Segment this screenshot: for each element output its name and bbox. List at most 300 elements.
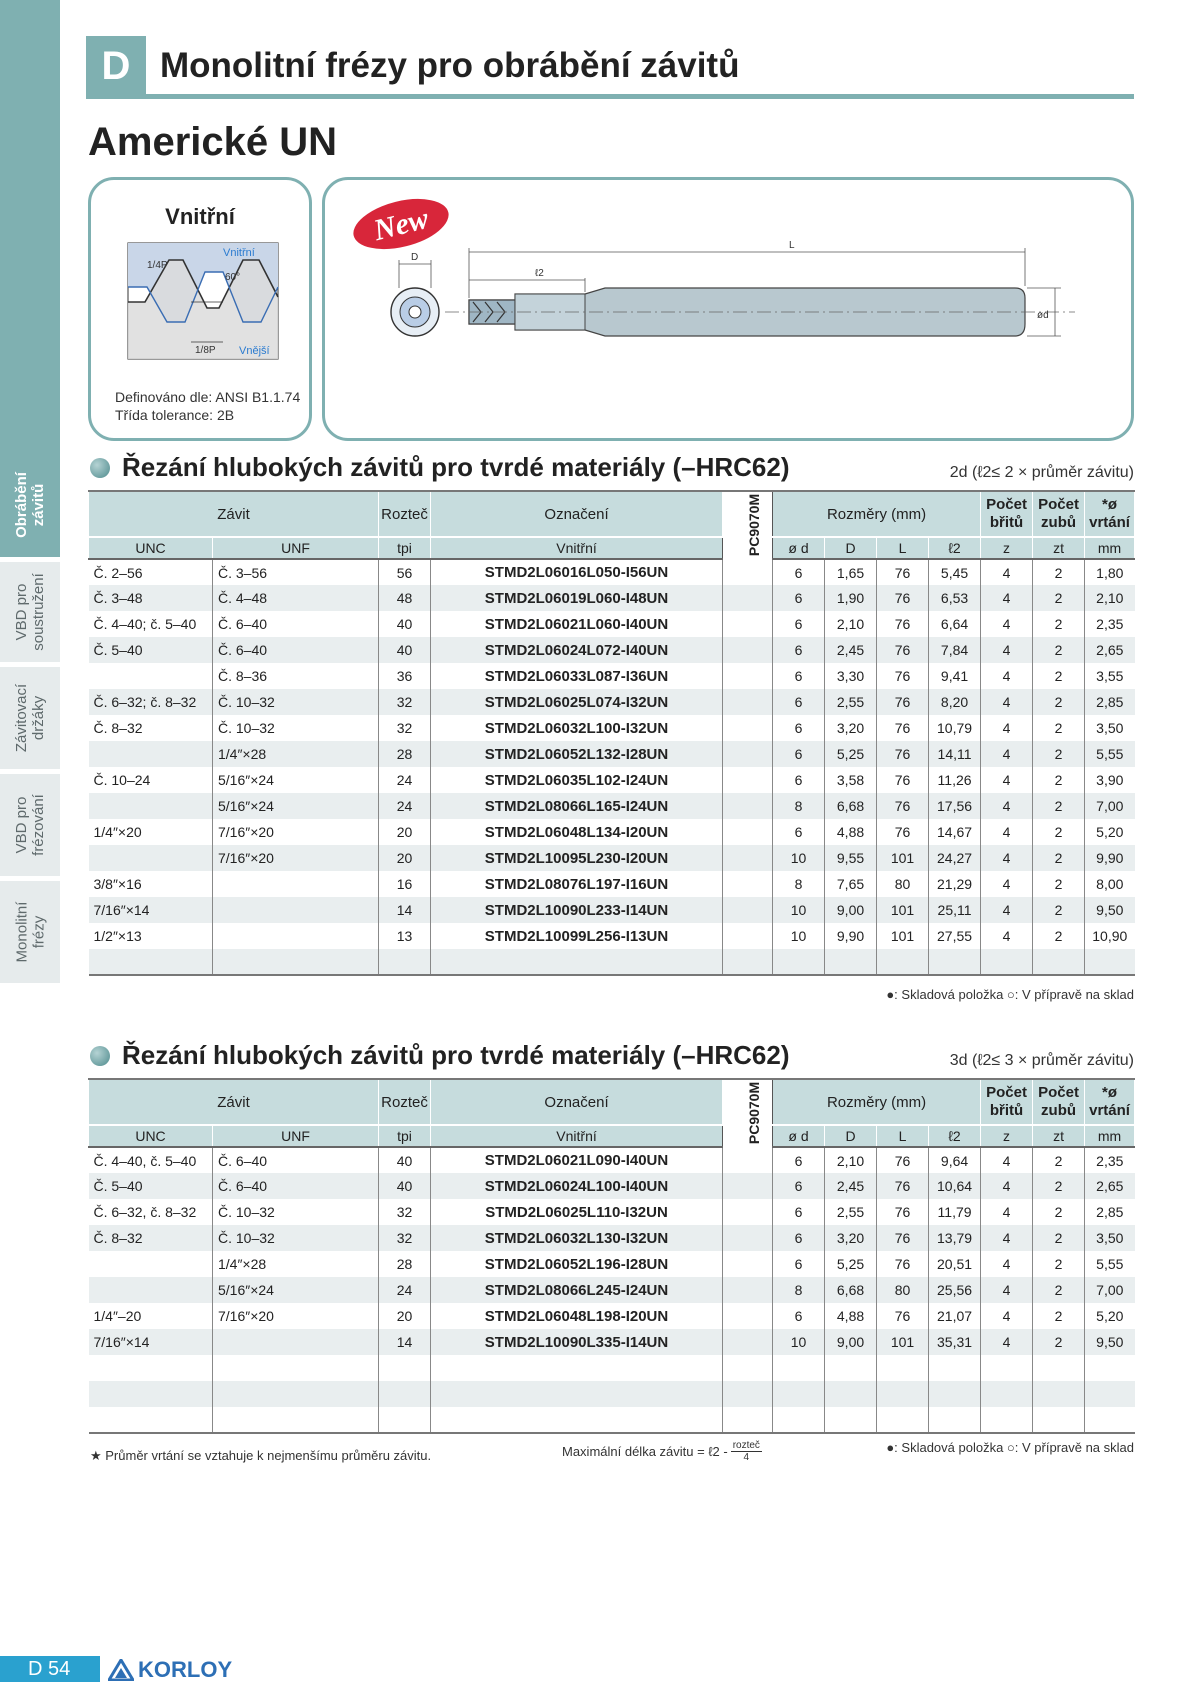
table-cell: 2 <box>1033 845 1085 871</box>
table-cell: 4 <box>981 689 1033 715</box>
table-cell: 76 <box>877 1303 929 1329</box>
bullet-icon <box>90 458 110 478</box>
table-cell: 9,64 <box>929 1147 981 1173</box>
max-thread-length-formula: Maximální délka závitu = ℓ2 - $\frac{\text{rozteč}}{4}$ <box>562 1440 760 1463</box>
table-cell: 6 <box>773 689 825 715</box>
table-cell <box>981 1407 1033 1433</box>
table-cell: 101 <box>877 1329 929 1355</box>
thread-profile-panel <box>88 177 312 441</box>
table-cell <box>723 897 773 923</box>
table-cell: 76 <box>877 611 929 637</box>
table-cell: 1/4″×28 <box>213 1251 379 1277</box>
table-cell: 2,35 <box>1085 611 1135 637</box>
product-code-cell <box>431 1355 723 1381</box>
table-cell: 8 <box>773 793 825 819</box>
svg-text:ød: ød <box>1037 310 1049 321</box>
col-oznaceni: Označení <box>431 491 723 537</box>
table-cell: 4 <box>981 1173 1033 1199</box>
col-unf: UNF <box>213 1125 379 1147</box>
table-cell: 4 <box>981 663 1033 689</box>
table-cell: 2,85 <box>1085 1199 1135 1225</box>
table-cell: Č. 10–32 <box>213 1199 379 1225</box>
table-cell: 17,56 <box>929 793 981 819</box>
table-cell: 2 <box>1033 819 1085 845</box>
table-cell: Č. 6–40 <box>213 1147 379 1173</box>
table-cell: 13 <box>379 923 431 949</box>
table-cell: 6 <box>773 767 825 793</box>
bullet-icon <box>90 1046 110 1066</box>
product-code-cell: STMD2L06021L090-I40UN <box>431 1147 723 1173</box>
col-rozmery: Rozměry (mm) <box>773 1079 981 1125</box>
table-cell: Č. 6–40 <box>213 1173 379 1199</box>
table-cell <box>89 1277 213 1303</box>
table-cell <box>723 1381 773 1407</box>
table-cell: 3,20 <box>825 1225 877 1251</box>
table-cell <box>825 1381 877 1407</box>
section1-legend: ●: Skladová položka ○: V přípravě na sklad <box>886 987 1134 1002</box>
table-row <box>89 923 1135 949</box>
product-code-cell: STMD2L08066L165-I24UN <box>431 793 723 819</box>
table-cell <box>1085 949 1135 975</box>
col-l2: ℓ2 <box>929 537 981 559</box>
product-code-cell: STMD2L06025L074-I32UN <box>431 689 723 715</box>
table-cell: Č. 6–40 <box>213 637 379 663</box>
table-cell: 9,55 <box>825 845 877 871</box>
table-cell <box>1033 949 1085 975</box>
table-cell <box>723 1251 773 1277</box>
table-row <box>89 767 1135 793</box>
table-cell: 5/16″×24 <box>213 1277 379 1303</box>
col-zavit: Závit <box>89 1079 379 1125</box>
table-cell: 20 <box>379 845 431 871</box>
table-cell: 10,79 <box>929 715 981 741</box>
table-cell: Č. 10–24 <box>93 772 151 788</box>
table-cell: 9,90 <box>1085 845 1135 871</box>
table-cell: 48 <box>379 585 431 611</box>
product-code-cell <box>431 1381 723 1407</box>
sidebar-tab-vbd-soustruzeni[interactable]: VBD pro soustružení <box>0 562 60 662</box>
table-cell: 2 <box>1033 1251 1085 1277</box>
table-cell <box>89 1251 213 1277</box>
table-cell: Č. 10–32 <box>213 1225 379 1251</box>
table-cell: 3,20 <box>825 715 877 741</box>
table-cell: 27,55 <box>929 923 981 949</box>
table-cell: 4 <box>981 1225 1033 1251</box>
table-row <box>89 1355 1135 1381</box>
table-cell: Č. 10–32 <box>213 715 379 741</box>
table-cell: 6 <box>773 1147 825 1173</box>
table-cell: 76 <box>877 1173 929 1199</box>
table-cell <box>981 1355 1033 1381</box>
table-cell: 76 <box>877 793 929 819</box>
col-rozmery: Rozměry (mm) <box>773 491 981 537</box>
table-cell: 80 <box>877 1277 929 1303</box>
table-cell: 6 <box>773 1225 825 1251</box>
table-cell: 5,55 <box>1085 1251 1135 1277</box>
table-cell <box>723 1147 773 1173</box>
table-cell: 2 <box>1033 1329 1085 1355</box>
table-cell <box>1033 1407 1085 1433</box>
table-cell: 101 <box>877 897 929 923</box>
table-cell: 24 <box>379 1277 431 1303</box>
col-z: z <box>981 537 1033 559</box>
table-cell <box>379 949 431 975</box>
product-code-cell: STMD2L06021L060-I40UN <box>431 611 723 637</box>
table-cell: 7,84 <box>929 637 981 663</box>
product-code-cell: STMD2L06024L100-I40UN <box>431 1173 723 1199</box>
table-cell: 2,45 <box>825 637 877 663</box>
table-cell <box>213 949 379 975</box>
table-cell: 3,90 <box>1085 767 1135 793</box>
product-code-cell: STMD2L06052L132-I28UN <box>431 741 723 767</box>
table-cell: 6 <box>773 637 825 663</box>
table-cell: 2,65 <box>1085 637 1135 663</box>
table-cell <box>723 637 773 663</box>
table-cell: 4 <box>981 559 1033 585</box>
table-cell: 6,68 <box>825 1277 877 1303</box>
product-code-cell: STMD2L06032L100-I32UN <box>431 715 723 741</box>
table-cell <box>723 1329 773 1355</box>
table-cell <box>773 1355 825 1381</box>
sidebar-tab-obrabeni-zavitu[interactable]: Obrábění závitů <box>0 452 60 557</box>
table-cell: 21,29 <box>929 871 981 897</box>
table-cell: 36 <box>379 663 431 689</box>
col-pocet-britu: Počet břitů <box>981 1079 1033 1125</box>
table-cell <box>723 845 773 871</box>
col-D: D <box>825 1125 877 1147</box>
table-row <box>89 1251 1135 1277</box>
table-cell: 2 <box>1033 689 1085 715</box>
table-cell: 5/16″×24 <box>213 793 379 819</box>
table-cell <box>1085 1355 1135 1381</box>
table-cell <box>723 1173 773 1199</box>
table-row <box>89 585 1135 611</box>
table-cell <box>929 949 981 975</box>
table-cell: 101 <box>877 923 929 949</box>
table-cell: 40 <box>379 637 431 663</box>
sidebar-top-bar <box>0 0 60 452</box>
table-cell <box>723 689 773 715</box>
table-cell: 6 <box>773 1199 825 1225</box>
table-cell: 6 <box>773 1303 825 1329</box>
table-cell: 25,11 <box>929 897 981 923</box>
table-cell: Č. 8–36 <box>213 663 379 689</box>
table-cell: 24 <box>379 793 431 819</box>
table-cell: 2 <box>1033 1147 1085 1173</box>
table-cell <box>981 1381 1033 1407</box>
col-tpi: tpi <box>379 537 431 559</box>
table-cell: 56 <box>379 559 431 585</box>
table-cell: Č. 8–32 <box>89 1225 213 1251</box>
footnote-drill-diameter: ★ Průměr vrtání se vztahuje k nejmenšímu průměru závitu. <box>90 1448 432 1463</box>
table-cell: 4 <box>981 1329 1033 1355</box>
col-unf: UNF <box>213 537 379 559</box>
formula-fraction: $\frac{\text{rozteč}}{4}$ <box>732 1440 760 1463</box>
table-cell <box>723 1225 773 1251</box>
table-row <box>89 1147 1135 1173</box>
table-cell: 9,50 <box>1085 1329 1135 1355</box>
col-od: ø d <box>773 537 825 559</box>
table-cell <box>89 741 213 767</box>
table-cell: Č. 4–48 <box>213 585 379 611</box>
table-cell: 10,64 <box>929 1173 981 1199</box>
table-cell: 2,55 <box>825 1199 877 1225</box>
table-cell <box>213 1381 379 1407</box>
table-cell <box>213 1355 379 1381</box>
table-cell <box>723 715 773 741</box>
svg-text:L: L <box>789 240 795 251</box>
table-cell <box>379 1381 431 1407</box>
table-cell <box>1033 1381 1085 1407</box>
table-cell: 2 <box>1033 1225 1085 1251</box>
table-cell: 8,20 <box>929 689 981 715</box>
table-cell <box>929 1355 981 1381</box>
table-cell: 14,11 <box>929 741 981 767</box>
spec-table-3d <box>88 1078 1135 1434</box>
table-cell: 6 <box>773 741 825 767</box>
table-cell: 6 <box>773 611 825 637</box>
table-cell <box>773 1407 825 1433</box>
table-cell: 35,31 <box>929 1329 981 1355</box>
product-code-cell: STMD2L06019L060-I48UN <box>431 585 723 611</box>
col-mm: mm <box>1085 1125 1135 1147</box>
table-cell: 24,27 <box>929 845 981 871</box>
col-vnitrni: Vnitřní <box>431 537 723 559</box>
table-cell <box>723 611 773 637</box>
table-cell <box>825 1355 877 1381</box>
table-cell: 76 <box>877 559 929 585</box>
col-l2: ℓ2 <box>929 1125 981 1147</box>
table-cell: 2 <box>1033 1199 1085 1225</box>
table-cell: 2 <box>1033 585 1085 611</box>
table-cell: 2 <box>1033 1173 1085 1199</box>
table-cell <box>877 1355 929 1381</box>
svg-text:New: New <box>370 201 432 248</box>
sidebar-tab-zavitovaci-drzaky[interactable]: Závitovací držáky <box>0 667 60 769</box>
tool-drawing-panel <box>322 177 1134 441</box>
table-cell: 1,90 <box>825 585 877 611</box>
table-cell: 2,45 <box>825 1173 877 1199</box>
product-code-cell: STMD2L06025L110-I32UN <box>431 1199 723 1225</box>
table-cell: 6 <box>773 559 825 585</box>
table-cell: 9,90 <box>825 923 877 949</box>
table-cell: 3,50 <box>1085 715 1135 741</box>
table-cell <box>723 1303 773 1329</box>
table-cell: 10 <box>773 845 825 871</box>
product-code-cell: STMD2L10095L230-I20UN <box>431 845 723 871</box>
table-cell: 4 <box>981 845 1033 871</box>
table-cell: 76 <box>877 1147 929 1173</box>
product-code-cell: STMD2L10090L233-I14UN <box>431 897 723 923</box>
table-row <box>89 949 1135 975</box>
product-code-cell: STMD2L06052L196-I28UN <box>431 1251 723 1277</box>
table-cell <box>723 819 773 845</box>
table-cell: 2,85 <box>1085 689 1135 715</box>
table-cell: 4 <box>981 923 1033 949</box>
table-cell: 1/4″–20 <box>93 1308 142 1324</box>
table-cell <box>723 559 773 585</box>
brand-logo: KORLOY <box>108 1657 232 1683</box>
table-cell: 2 <box>1033 923 1085 949</box>
table-row <box>89 871 1135 897</box>
product-code-cell: STMD2L08076L197-I16UN <box>431 871 723 897</box>
table-cell: 4 <box>981 715 1033 741</box>
table-cell: 6 <box>773 585 825 611</box>
table-cell: 4 <box>981 1251 1033 1277</box>
table-cell: 2 <box>1033 897 1085 923</box>
table-cell: 3,58 <box>825 767 877 793</box>
col-od: ø d <box>773 1125 825 1147</box>
table-cell: 4 <box>981 1277 1033 1303</box>
table-cell: 2 <box>1033 1277 1085 1303</box>
table-row <box>89 1225 1135 1251</box>
table-cell: 4 <box>981 1303 1033 1329</box>
table-cell: 4 <box>981 819 1033 845</box>
table-cell: 7/16″×20 <box>213 1303 379 1329</box>
table-cell: 6,53 <box>929 585 981 611</box>
table-cell: 6,68 <box>825 793 877 819</box>
table-cell <box>213 923 379 949</box>
table-cell <box>89 1355 213 1381</box>
table-cell: 40 <box>379 1147 431 1173</box>
table-cell: 2 <box>1033 637 1085 663</box>
table-cell: 20 <box>379 1303 431 1329</box>
table-cell: 4 <box>981 611 1033 637</box>
table-cell: 2 <box>1033 611 1085 637</box>
table-cell <box>929 1407 981 1433</box>
col-zt: zt <box>1033 1125 1085 1147</box>
col-L: L <box>877 1125 929 1147</box>
col-grade: PC9070M <box>723 1079 773 1147</box>
table-cell: Č. 3–56 <box>213 559 379 585</box>
svg-text:Vnitřní: Vnitřní <box>223 247 255 259</box>
table-cell: 4,88 <box>825 819 877 845</box>
col-tpi: tpi <box>379 1125 431 1147</box>
table-cell: 11,26 <box>929 767 981 793</box>
table-cell: 24 <box>379 767 431 793</box>
table-row <box>89 1173 1135 1199</box>
section1-note: 2d (ℓ2≤ 2 × průměr závitu) <box>949 464 1134 481</box>
table-cell: 13,79 <box>929 1225 981 1251</box>
header-rule <box>86 94 1134 99</box>
table-cell: 7/16″×14 <box>89 897 213 923</box>
table-cell: 14 <box>379 897 431 923</box>
section2-heading: Řezání hlubokých závitů pro tvrdé materiály (–HRC62) <box>90 1040 790 1071</box>
table-cell: 2 <box>1033 663 1085 689</box>
table-cell: 9,50 <box>1085 897 1135 923</box>
svg-text:D: D <box>411 252 419 263</box>
table-cell: 76 <box>877 1225 929 1251</box>
sidebar-tab-vbd-frezovani[interactable]: VBD pro frézování <box>0 774 60 876</box>
product-code-cell <box>431 949 723 975</box>
col-L: L <box>877 537 929 559</box>
table-row <box>89 1303 1135 1329</box>
sidebar-tab-monolitni-frezy[interactable]: Monolitní frézy <box>0 881 60 983</box>
table-cell: Č. 4–40, č. 5–40 <box>93 1152 197 1169</box>
table-cell <box>89 949 213 975</box>
table-cell: 5,25 <box>825 1251 877 1277</box>
product-code-cell: STMD2L10090L335-I14UN <box>431 1329 723 1355</box>
table-cell: 40 <box>379 611 431 637</box>
table-cell: 28 <box>379 1251 431 1277</box>
table-row <box>89 559 1135 585</box>
table-cell: 7,00 <box>1085 793 1135 819</box>
spec-table-2d <box>88 490 1135 976</box>
table-cell <box>723 923 773 949</box>
section1-heading: Řezání hlubokých závitů pro tvrdé materiály (–HRC62) <box>90 452 790 483</box>
table-cell: 10 <box>773 923 825 949</box>
table-row <box>89 715 1135 741</box>
table-cell <box>1085 1407 1135 1433</box>
table-cell <box>213 1407 379 1433</box>
table-cell: 3,50 <box>1085 1225 1135 1251</box>
table-cell <box>89 845 213 871</box>
table-cell: 2 <box>1033 1303 1085 1329</box>
product-code-cell: STMD2L06048L134-I20UN <box>431 819 723 845</box>
table-cell: 8,00 <box>1085 871 1135 897</box>
table-cell <box>723 663 773 689</box>
table-cell <box>379 1355 431 1381</box>
table-cell <box>89 1407 213 1433</box>
table-cell <box>723 767 773 793</box>
table-row <box>89 793 1135 819</box>
table-cell: Č. 5–40 <box>89 1173 213 1199</box>
table-cell <box>723 1355 773 1381</box>
table-cell <box>773 1381 825 1407</box>
col-z: z <box>981 1125 1033 1147</box>
table-cell: 76 <box>877 585 929 611</box>
table-cell: 76 <box>877 715 929 741</box>
table-cell <box>723 793 773 819</box>
table-cell <box>877 1381 929 1407</box>
table-cell: 11,79 <box>929 1199 981 1225</box>
table-cell: 80 <box>877 871 929 897</box>
table-cell: 3,30 <box>825 663 877 689</box>
table-cell: Č. 3–48 <box>89 585 213 611</box>
table-cell: 76 <box>877 819 929 845</box>
table-cell <box>929 1381 981 1407</box>
table-cell: 9,41 <box>929 663 981 689</box>
table-cell: 8 <box>773 1277 825 1303</box>
product-code-cell: STMD2L06032L130-I32UN <box>431 1225 723 1251</box>
table-cell: 2 <box>1033 559 1085 585</box>
table-row <box>89 611 1135 637</box>
table-cell: 2,10 <box>1085 585 1135 611</box>
table-cell: 1,80 <box>1085 559 1135 585</box>
table-cell: 25,56 <box>929 1277 981 1303</box>
table-cell: 6,64 <box>929 611 981 637</box>
section2-note: 3d (ℓ2≤ 3 × průměr závitu) <box>949 1052 1134 1069</box>
table-cell: 2 <box>1033 871 1085 897</box>
table-cell: 8 <box>773 871 825 897</box>
table-cell: 14,67 <box>929 819 981 845</box>
col-zt: zt <box>1033 537 1085 559</box>
col-zavit: Závit <box>89 491 379 537</box>
section-sidebar <box>0 0 60 1698</box>
table-cell: 7,00 <box>1085 1277 1135 1303</box>
product-code-cell: STMD2L06048L198-I20UN <box>431 1303 723 1329</box>
table-cell <box>877 949 929 975</box>
table-row <box>89 637 1135 663</box>
section2-legend: ●: Skladová položka ○: V přípravě na sklad <box>886 1440 1134 1455</box>
table-cell <box>723 741 773 767</box>
table-cell: 4 <box>981 871 1033 897</box>
table-cell <box>723 1199 773 1225</box>
table-cell: 2,10 <box>825 611 877 637</box>
page-title: Monolitní frézy pro obrábění závitů <box>160 46 740 85</box>
col-oznaceni: Označení <box>431 1079 723 1125</box>
table-cell <box>1033 1355 1085 1381</box>
